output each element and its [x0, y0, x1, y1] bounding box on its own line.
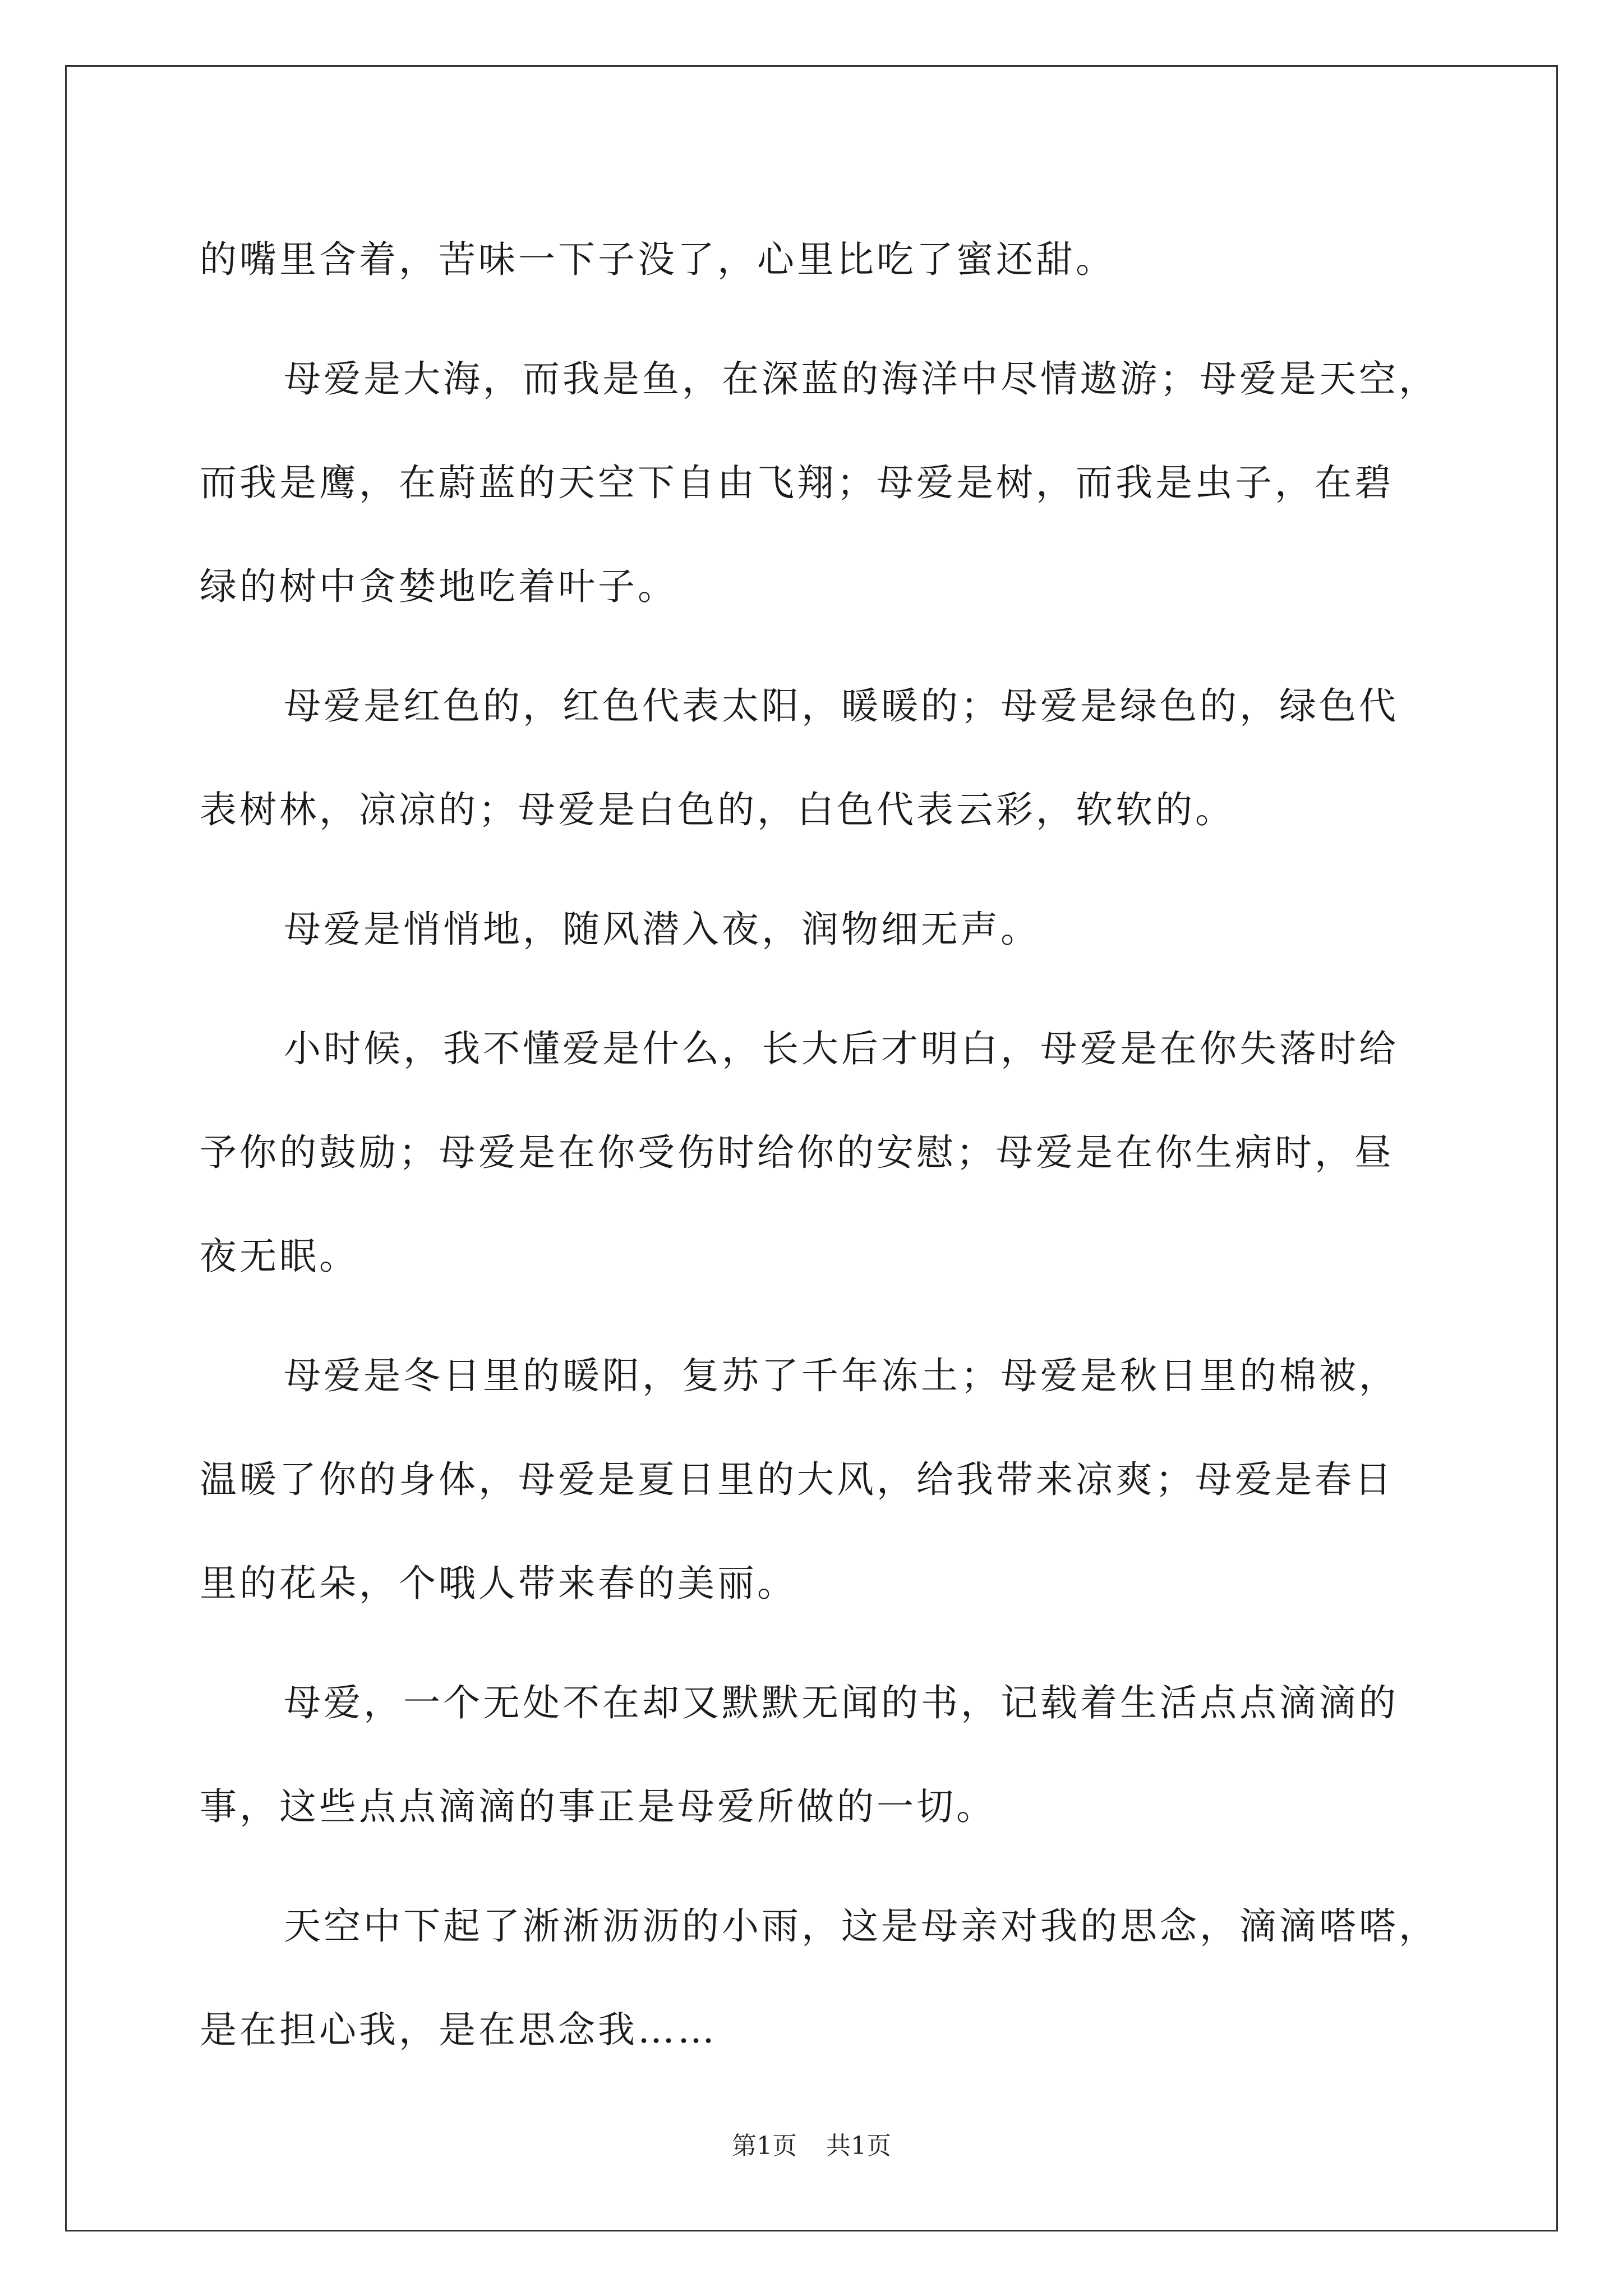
paragraph [200, 877, 1467, 981]
paragraph-line: 的嘴里含着，苦味一下子没了，心里比吃了蜜还甜。 [200, 238, 1115, 281]
paragraph-line: 母爱是红色的，红色代表太阳，暖暖的；母爱是绿色的，绿色代 [284, 684, 1399, 728]
paragraph [200, 1874, 1467, 2082]
paragraph-line: 母爱是冬日里的暖阳，复苏了千年冻土；母爱是秋日里的棉被， [284, 1354, 1399, 1397]
paragraph-line: 事，这些点点滴滴的事正是母爱所做的一切。 [200, 1785, 996, 1828]
paragraph-line: 夜无眠。 [200, 1235, 359, 1278]
page-total: 共1页 [826, 2132, 891, 2160]
paragraph-line: 是在担心我，是在思念我…… [200, 2008, 717, 2051]
paragraph-line: 母爱，一个无处不在却又默默无闻的书，记载着生活点点滴滴的 [284, 1681, 1399, 1724]
paragraph [200, 654, 1467, 862]
paragraph [200, 997, 1467, 1308]
paragraph-line: 温暖了你的身体，母爱是夏日里的大风，给我带来凉爽；母爱是春日 [200, 1458, 1394, 1501]
paragraph-line: 里的花朵，个哦人带来春的美丽。 [200, 1562, 797, 1605]
paragraph-line: 天空中下起了淅淅沥沥的小雨，这是母亲对我的思念，滴滴嗒嗒， [284, 1904, 1438, 1948]
page-footer [0, 2129, 1623, 2163]
paragraph [200, 1324, 1467, 1635]
paragraph [200, 208, 1467, 311]
paragraph-line: 小时候，我不懂爱是什么，长大后才明白，母爱是在你失落时给 [284, 1027, 1399, 1070]
paragraph [200, 327, 1467, 638]
document-body [200, 208, 1467, 2082]
paragraph-line: 予你的鼓励；母爱是在你受伤时给你的安慰；母爱是在你生病时，昼 [200, 1131, 1394, 1174]
page-number: 第1页 [732, 2132, 797, 2160]
paragraph-line: 绿的树中贪婪地吃着叶子。 [200, 565, 677, 608]
paragraph-line: 母爱是悄悄地，随风潜入夜，润物细无声。 [284, 908, 1040, 951]
paragraph-line: 母爱是大海，而我是鱼，在深蓝的海洋中尽情遨游；母爱是天空， [284, 357, 1438, 401]
paragraph-line: 而我是鹰，在蔚蓝的天空下自由飞翔；母爱是树，而我是虫子，在碧 [200, 461, 1394, 504]
paragraph [200, 1651, 1467, 1858]
paragraph-line: 表树林，凉凉的；母爱是白色的，白色代表云彩，软软的。 [200, 788, 1235, 831]
